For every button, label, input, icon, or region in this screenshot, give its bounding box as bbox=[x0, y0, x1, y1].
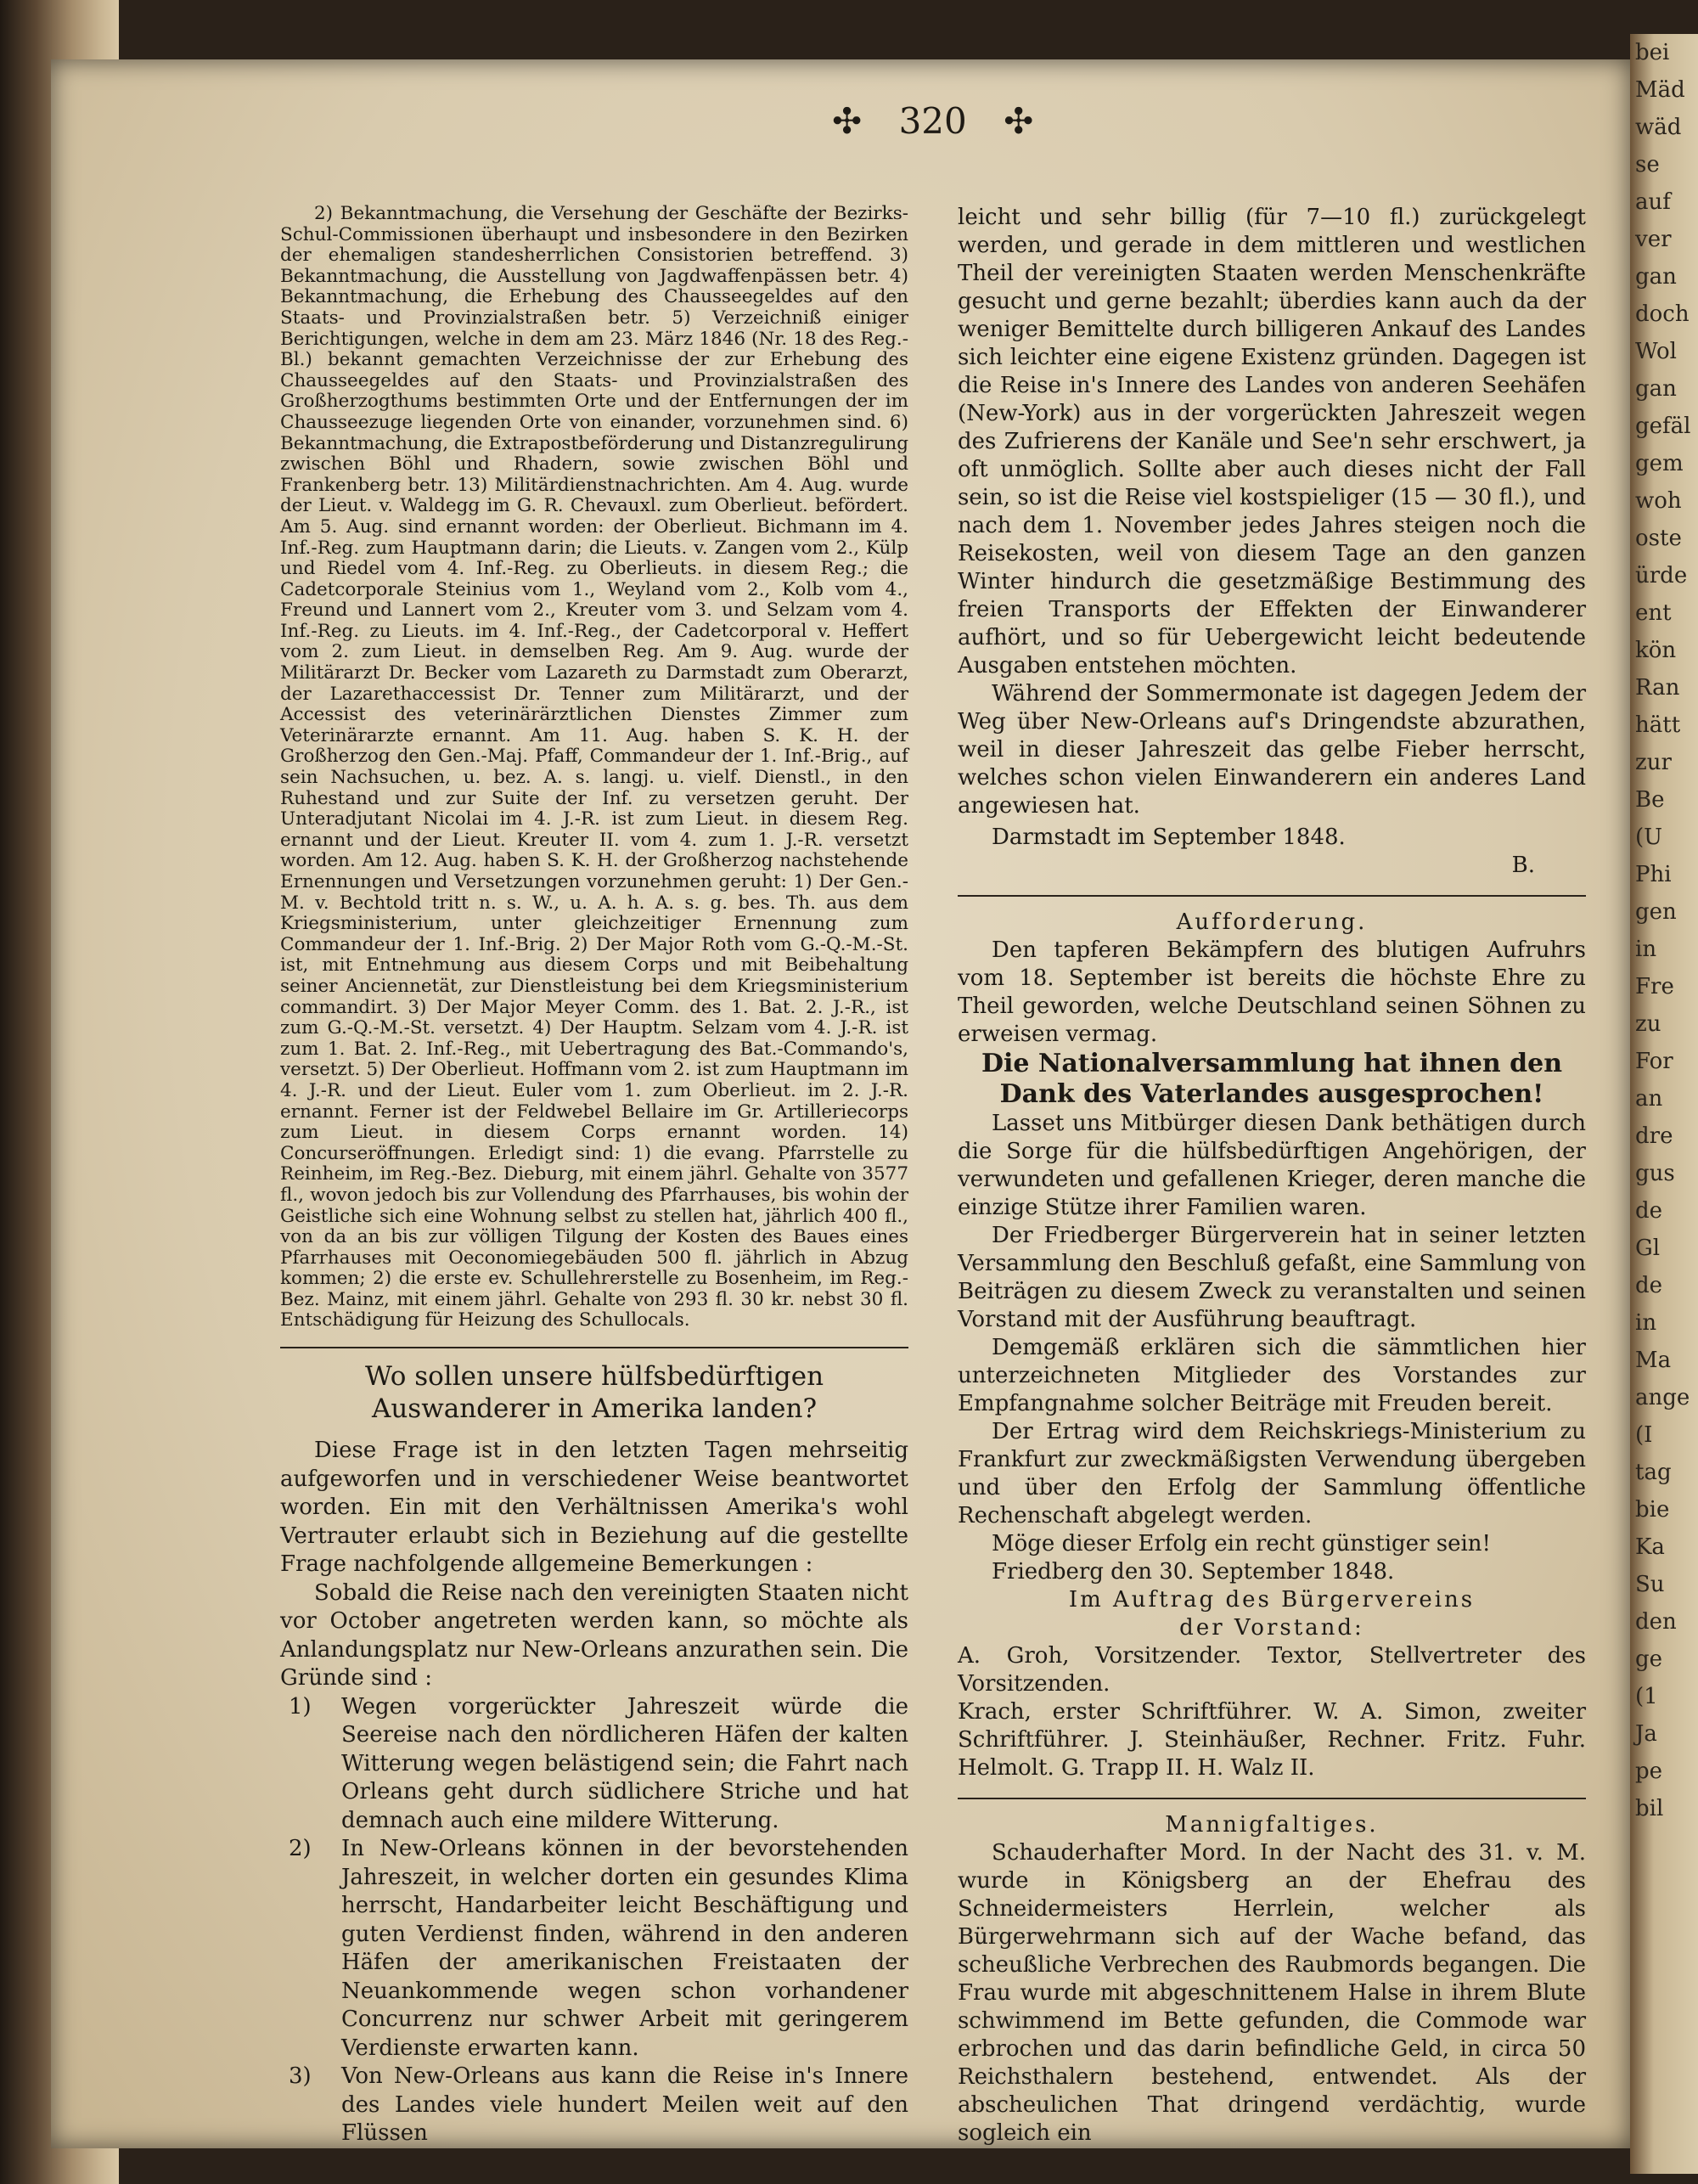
list-item bbox=[280, 1835, 908, 2063]
left-column bbox=[280, 204, 908, 2148]
aufforderung-headline: Die Nationalversammlung hat ihnen den Dank des Vaterlandes ausgesprochen! bbox=[981, 1049, 1563, 1109]
divider bbox=[958, 1798, 1586, 1799]
aufforderung-para: Der Friedberger Bürgerverein hat in seiner letzten Versammlung den Beschluß gefaßt, eine Sammlung von Beiträgen zu diesem Zweck zu veranstalten und seinen Vorstand mit der Ausführung beauftragt. bbox=[958, 1223, 1586, 1332]
aufforderung-para: Demgemäß erklären sich die sämmtlichen hier unterzeichneten Mitglieder des Vorstandes zur Empfangnahme solcher Beiträge mit Freuden bereit. bbox=[958, 1335, 1586, 1416]
aufforderung-para: Der Ertrag wird dem Reichskriegs-Ministerium zu Frankfurt zur zweckmäßigsten Verwendung übergeben und über den Erfolg der Sammlung öffentliche Rechenschaft abgelegt werden. bbox=[958, 1419, 1586, 1528]
aufforderung-para: Lasset uns Mitbürger diesen Dank bethätigen durch die Sorge für die hülfsbedürftigen Angehörigen, der verwundeten und gefallenen Krieger, deren manche die einzige Stütze ihrer Familien waren. bbox=[958, 1111, 1586, 1220]
list-item-text: Von New-Orleans aus kann die Reise in's Innere des Landes viele hundert Meilen weit auf den Flüssen bbox=[341, 2063, 908, 2147]
margin-fragment: gus bbox=[1635, 1161, 1675, 1186]
margin-fragment: bei bbox=[1635, 40, 1670, 65]
list-item bbox=[280, 2063, 908, 2148]
margin-fragment: woh bbox=[1635, 488, 1682, 514]
margin-fragment: de bbox=[1635, 1273, 1663, 1298]
margin-fragment: (I bbox=[1635, 1422, 1653, 1448]
margin-fragment: Su bbox=[1635, 1572, 1665, 1597]
aufforderung-date: Friedberg den 30. September 1848. bbox=[992, 1559, 1395, 1585]
margin-fragment: Ran bbox=[1635, 675, 1680, 701]
margin-fragment: bil bbox=[1635, 1796, 1664, 1821]
aufforderung-names: Krach, erster Schriftführer. W. A. Simon, zweiter Schriftführer. J. Steinhäußer, Rechner. Fritz. Fuhr. Helmolt. G. Trapp II. H. Walz II. bbox=[958, 1699, 1586, 1781]
divider bbox=[280, 1347, 908, 1348]
margin-fragment: Fre bbox=[1635, 974, 1674, 999]
article-signature: B. bbox=[1511, 853, 1535, 878]
aufforderung-auftrag: Im Auftrag des Bürgervereins bbox=[1068, 1587, 1476, 1613]
margin-fragment: gan bbox=[1635, 376, 1677, 402]
article-dateline: Darmstadt im September 1848. bbox=[992, 825, 1346, 850]
margin-fragment: hätt bbox=[1635, 712, 1681, 738]
margin-fragment: den bbox=[1635, 1609, 1677, 1635]
margin-fragment: ange bbox=[1635, 1385, 1690, 1410]
list-item-text: Wegen vorgerückter Jahreszeit würde die Seereise nach den nördlicheren Häfen der kalten Witterung wegen belästigend sein; die Fahrt nach Orleans geht durch südlichere Striche und hat demnach auch eine mildere Witterung. bbox=[341, 1693, 908, 1833]
margin-fragment: kön bbox=[1635, 638, 1677, 663]
margin-fragment: (1 bbox=[1635, 1684, 1658, 1709]
margin-fragment: wäd bbox=[1635, 115, 1682, 140]
right-column bbox=[958, 204, 1586, 2147]
page-header bbox=[832, 100, 1033, 142]
list-item-number: 3) bbox=[289, 2063, 312, 2090]
margin-fragment: ge bbox=[1635, 1646, 1663, 1672]
ornament-left: ✣ bbox=[832, 100, 863, 142]
margin-fragment: (U bbox=[1635, 825, 1663, 850]
aufforderung-title: Aufforderung. bbox=[1176, 909, 1368, 935]
margin-fragment: gan bbox=[1635, 264, 1677, 290]
margin-fragment: bie bbox=[1635, 1497, 1670, 1523]
list-item-number: 2) bbox=[289, 1836, 312, 1862]
margin-fragment: gem bbox=[1635, 451, 1684, 476]
margin-fragment: zur bbox=[1635, 750, 1672, 775]
margin-fragment: Ma bbox=[1635, 1348, 1672, 1373]
margin-fragment: de bbox=[1635, 1198, 1663, 1224]
margin-fragment: pe bbox=[1635, 1759, 1663, 1784]
margin-fragment: For bbox=[1635, 1049, 1673, 1074]
margin-fragment: Gl bbox=[1635, 1236, 1661, 1261]
margin-fragment: in bbox=[1635, 1310, 1657, 1336]
aufforderung-para: Möge dieser Erfolg ein recht günstiger sein! bbox=[992, 1531, 1491, 1556]
margin-fragment: Be bbox=[1635, 787, 1665, 813]
margin-fragment: dre bbox=[1635, 1123, 1673, 1149]
notices-text: 2) Bekanntmachung, die Versehung der Geschäfte der Bezirks-Schul-Commissionen überhaupt und insbesondere in den Bezirken der ehemaligen standesherrlichen Consistorien betreffend. 3) Bekanntmachung, die Ausstellung von Jagdwaffenpässen betr. 4) Bekanntmachung, die Erhebung des Chausseegeldes auf den Staats- und Provinzialstraßen betr. 5) Verzeichniß einiger Berichtigungen, welche in dem am 23. März 1846 (Nr. 18 des Reg.-Bl.) bekannt gemachten Verzeichnisse der zur Erhebung des Chausseegeldes auf den Staats- und Provinzialstraßen des Großherzogthums bestimmten Orte und der Entfernungen der im Chausseezuge liegenden Orte von einander, vorzunehmen sind. 6) Bekanntmachung, die Extrapostbeförderung und Distanzregulirung zwischen Böhl und Rhadern, sowie zwischen Böhl und Frankenberg betr. 13) Militärdienstnachrichten. Am 4. Aug. wurde der Lieut. v. Waldegg im G. R. Chevauxl. zum Oberlieut. befördert. Am 5. Aug. sind ernannt worden: der Oberlieut. Bichmann im 4. Inf.-Reg. zum Hauptmann darin; die Lieuts. v. Zangen vom 2., Külp und Riedel vom 4. Inf.-Reg. zu Oberlieuts. in diesem Reg.; die Cadetcorporale Steinius vom 1., Weyland vom 2., Kolb vom 4., Freund und Lannert vom 2., Kreuter vom 3. und Selzam vom 4. Inf.-Reg. zu Lieuts. im 4. Inf.-Reg., der Cadetcorporal v. Heffert vom 2. zum Lieut. in demselben Reg. Am 9. Aug. wurde der Militärarzt Dr. Becker vom Lazareth zu Darmstadt zum Oberarzt, der Lazarethaccessist Dr. Tenner zum Militärarzt, und der Accessist des veterinärärztlichen Dienstes Zimmer zum Veterinärarzte ernannt. Am 11. Aug. haben S. K. H. der Großherzog den Gen.-Maj. Pfaff, Commandeur der 1. Inf.-Brig., auf sein Nachsuchen, u. bez. A. s. langj. u. vielf. Dienstl., in den Ruhestand und zur Suite der Inf. zu versetzen geruht. Der Unteradjutant Nicolai im 4. J.-R. ist zum Lieut. in diesem Reg. ernannt und der Lieut. Kreuter II. vom 4. zum 1. J.-R. versetzt worden. Am 12. Aug. haben S. K. H. der Großherzog nachstehende Ernennungen und Versetzungen vorzunehmen geruht: 1) Der Gen.-M. v. Bechtold tritt n. s. W., u. A. h. A. s. g. bes. Th. aus dem Kriegsministerium, unter gleichzeitiger Ernennung zum Commandeur der 1. Inf.-Brig. 2) Der Major Roth vom G.-Q.-M.-St. ist, mit Entnehmung aus diesem Corps und mit Beibehaltung seiner Anciennetät, zur Dienstleistung bei dem Kriegsministerium commandirt. 3) Der Major Meyer Comm. des 1. Bat. 2. J.-R., ist zum G.-Q.-M.-St. versetzt. 4) Der Hauptm. Selzam vom 4. J.-R. ist zum 1. Bat. 2. Inf.-Reg., mit Uebertragung des Bat.-Commando's, versetzt. 5) Der Oberlieut. Hoffmann vom 2. ist zum Hauptmann im 4. J.-R. und der Lieut. Euler vom 1. zum Oberlieut. im 2. J.-R. ernannt. Ferner ist der Feldwebel Bellaire im Gr. Artilleriecorps zum Lieut. in diesem Corps ernannt worden. 14) Concurseröffnungen. Erledigt sind: 1) die evang. Pfarrstelle zu Reinheim, im Reg.-Bez. Dieburg, mit einem jährl. Gehalte von 3577 fl., wovon jedoch bis zur Vollendung des Pfarrhauses, bis wohin der Geistliche sich eine Wohnung selbst zu stellen hat, jährlich 400 fl., von da an bis zur völligen Tilgung der Kosten des Baues eines Pfarrhauses mit Oeconomiegebäuden 500 fl. jährlich in Abzug kommen; 2) die erste ev. Schullehrerstelle zu Bosenheim, im Reg.-Bez. Mainz, mit einem jährl. Gehalte von 293 fl. 30 kr. nebst 30 fl. Entschädigung für Heizung des Schullocals. bbox=[280, 203, 908, 1331]
mannigfaltiges-para: Schauderhafter Mord. In der Nacht des 31. v. M. wurde in Königsberg an der Ehefrau des Schneidermeisters Herrlein, welcher als Bürgerwehrmann sich auf der Wache befand, das scheußliche Verbrechen des Raubmords begangen. Die Frau wurde mit abgeschnittenem Halse in ihrem Blute schwimmend im Bette gefunden, die Commode war erbrochen und das darin befindliche Geld, in circa 50 Reichsthalern bestehend, entwendet. Als der abscheulichen That dringend verdächtig, wurde sogleich ein bbox=[958, 1840, 1586, 2146]
list-item-text: In New-Orleans können in der bevorstehenden Jahreszeit, in welcher dorten ein gesundes Klima herrscht, Handarbeiter leicht Beschäftigung und guten Verdienst finden, während in den anderen Häfen der amerikanischen Freistaaten der Neuankommende wegen schon vorhandener Concurrenz nur schwer Arbeit mit geringerem Verdienste erwarten kann. bbox=[341, 1836, 908, 2061]
aufforderung-vorstand: der Vorstand: bbox=[1179, 1615, 1364, 1641]
margin-fragment: se bbox=[1635, 152, 1660, 177]
divider bbox=[958, 895, 1586, 897]
margin-fragment: tag bbox=[1635, 1460, 1672, 1485]
margin-fragment: ent bbox=[1635, 600, 1672, 626]
reasons-list bbox=[280, 1693, 908, 2148]
margin-fragment: oste bbox=[1635, 526, 1682, 551]
list-item bbox=[280, 1693, 908, 1836]
page-number: 320 bbox=[898, 100, 967, 142]
margin-fragment: ver bbox=[1635, 227, 1672, 252]
article-summer: Während der Sommermonate ist dagegen Jedem der Weg über New-Orleans auf's Dringendste abzurathen, weil in dieser Jahreszeit das gelbe Fieber herrscht, welches schon vielen Einwanderern ein anderes Land angewiesen hat. bbox=[958, 681, 1586, 819]
mannigfaltiges-title: Mannigfaltiges. bbox=[1165, 1812, 1379, 1838]
margin-fragment: gefäl bbox=[1635, 414, 1691, 439]
article-para: Sobald die Reise nach den vereinigten Staaten nicht vor October angetreten werden kann, so möchte als Anlandungsplatz nur New-Orleans anzurathen sein. Die Gründe sind : bbox=[280, 1579, 908, 1691]
article-title: Wo sollen unsere hülfsbedürftigen Auswanderer in Amerika landen? bbox=[364, 1361, 824, 1425]
margin-fragment: in bbox=[1635, 937, 1657, 962]
margin-fragment: doch bbox=[1635, 301, 1690, 327]
list-item-number: 1) bbox=[289, 1693, 312, 1720]
aufforderung-names: A. Groh, Vorsitzender. Textor, Stellvertreter des Vorsitzenden. bbox=[958, 1643, 1586, 1697]
margin-fragment: Ja bbox=[1635, 1721, 1657, 1747]
margin-fragment: zu bbox=[1635, 1011, 1661, 1037]
margin-fragment: Wol bbox=[1635, 339, 1677, 364]
margin-fragment: auf bbox=[1635, 189, 1671, 215]
margin-fragment: Phi bbox=[1635, 862, 1672, 887]
margin-fragment: gen bbox=[1635, 899, 1677, 925]
margin-fragment: ürde bbox=[1635, 563, 1688, 588]
margin-fragment: Mäd bbox=[1635, 77, 1685, 103]
article-continuation: leicht und sehr billig (für 7—10 fl.) zurückgelegt werden, und gerade in dem mittleren und westlichen Theil der vereinigten Staaten werden Menschenkräfte gesucht und gerne bezahlt; überdies kann auch da der weniger Bemittelte durch billigeren Ankauf des Landes sich leichter eine eigene Existenz gründen. Dagegen ist die Reise in's Innere des Landes von anderen Seehäfen (New-York) aus in der vorgerückten Jahreszeit wegen des Zufrierens der Kanäle und See'n sehr erschwert, ja oft unmöglich. Sollte aber auch dieses nicht der Fall sein, so ist die Reise viel kostspieliger (15 — 30 fl.), und nach dem 1. November jedes Jahres steigen noch die Reisekosten, weil von diesem Tage an den ganzen Winter hindurch die gesetzmäßige Bestimmung des freien Transports der Effekten der Einwanderer aufhört, und so für Uebergewicht leicht bedeutende Ausgaben entstehen möchten. bbox=[958, 205, 1586, 678]
aufforderung-para: Den tapferen Bekämpfern des blutigen Aufruhrs vom 18. September ist bereits die höchste Ehre zu Theil geworden, welche Deutschland seinen Söhnen zu erweisen vermag. bbox=[958, 937, 1586, 1047]
ornament-right: ✣ bbox=[1004, 100, 1034, 142]
margin-fragment: Ka bbox=[1635, 1534, 1665, 1560]
margin-fragment: an bbox=[1635, 1086, 1663, 1112]
article-intro: Diese Frage ist in den letzten Tagen mehrseitig aufgeworfen und in verschiedener Weise beantwortet worden. Ein mit den Verhältnissen Amerika's wohl Vertrauter erlaubt sich in Beziehung auf die gestellte Frage nachfolgende allgemeine Bemerkungen : bbox=[280, 1438, 908, 1578]
next-page-edge bbox=[1630, 34, 1698, 2174]
